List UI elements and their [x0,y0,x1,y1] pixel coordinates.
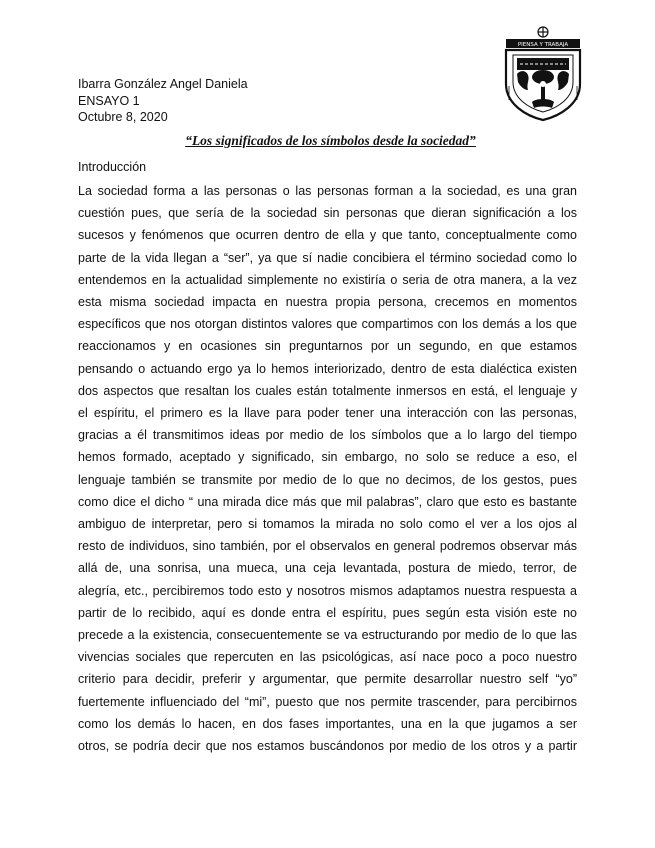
assignment-label: ENSAYO 1 [78,93,140,108]
body-line: como los demás lo hacen, en dos fases importantes, una en la que jugamos a ser [78,716,577,731]
body-line: criterio para decidir, preferir y argumentar, que permite desarrollar nuestro self “yo” [78,672,577,687]
body-line: precede a la existencia, consecuentemente se va estructurando por medio de lo que las [78,628,577,643]
seal-motto: PIENSA Y TRABAJA [517,42,569,48]
essay-body [78,180,577,757]
body-line: fuertemente influenciado del “mi”, puesto que nos permite trascender, para percibirnos [78,694,577,709]
body-line: como dice el dicho “ una mirada dice más que mil palabras”, claro que esto es bastante [78,494,577,509]
body-line: ambiguo de interpretar, pero si tomamos la mirada no solo como el ver a los ojos al [78,517,577,532]
body-line: específicos que nos otorgan distintos valores que compartimos con los demás a los que [78,317,577,332]
document-header [78,76,248,126]
body-line: allá de, una sonrisa, una mueca, una ceja levantada, postura de miedo, terror, de [78,561,577,576]
body-line: La sociedad forma a las personas o las personas forman a la sociedad, es una gran [78,184,577,198]
body-line: partir de lo recibido, aquí es donde entra el espíritu, pues según esta visión este no [78,605,577,620]
university-seal-icon [498,24,588,122]
body-line: gracias a él transmitimos ideas por medio de los símbolos que a lo largo del tiempo [78,428,577,443]
document-date: Octubre 8, 2020 [78,110,168,124]
body-line: lenguaje también se transmite por medio de lo que no decimos, de los gestos, pues [78,472,577,487]
section-heading: Introducción [78,160,147,174]
body-line: reaccionamos y en ocasiones sin preguntarnos por un segundo, en que estamos [78,339,577,354]
essay-title: “Los significados de los símbolos desde la sociedad” [185,133,476,148]
body-line: hemos formado, aceptado y significado, sin embargo, no solo se reduce a eso, el [78,450,577,465]
body-line: entendemos en la actualidad simplemente no existiría o seria de otra manera, a la vez [78,272,577,287]
body-line: cuestión pues, que sería de la sociedad sin personas que dieran significación a los [78,206,577,221]
body-line: vivencias sociales que repercuten en las psicológicas, así nace poco a poco nuestro [78,650,577,665]
body-line: esta misma sociedad impacta en nuestra propia persona, crecemos en momentos [78,295,577,310]
body-line: alegría, etc., percibiremos todo esto y nosotros mismos adaptamos nuestra respuesta a [78,583,577,598]
body-line: sucesos y fenómenos que ocurren dentro de ella y que tanto, conceptualmente como [78,228,577,243]
body-line: otros, se podría decir que nos estamos buscándonos por medio de los otros y a partir [78,739,577,754]
body-line: dos aspectos que resaltan los cuales están totalmente inmersos en está, el lenguaje y [78,383,577,398]
body-line: el espíritu, el primero es la llave para poder tener una interacción con las personas, [78,406,577,421]
author-name: Ibarra González Angel Daniela [78,77,248,91]
body-line: resto de individuos, sino también, por el observalos en general podremos observar más [78,539,577,554]
body-line: pensando o actuando ergo ya lo hemos interiorizado, dentro de esta dialéctica existen [78,361,577,376]
body-line: parte de la vida llegan a “ser”, ya que sí nadie concibiera el término sociedad como lo [78,250,577,265]
